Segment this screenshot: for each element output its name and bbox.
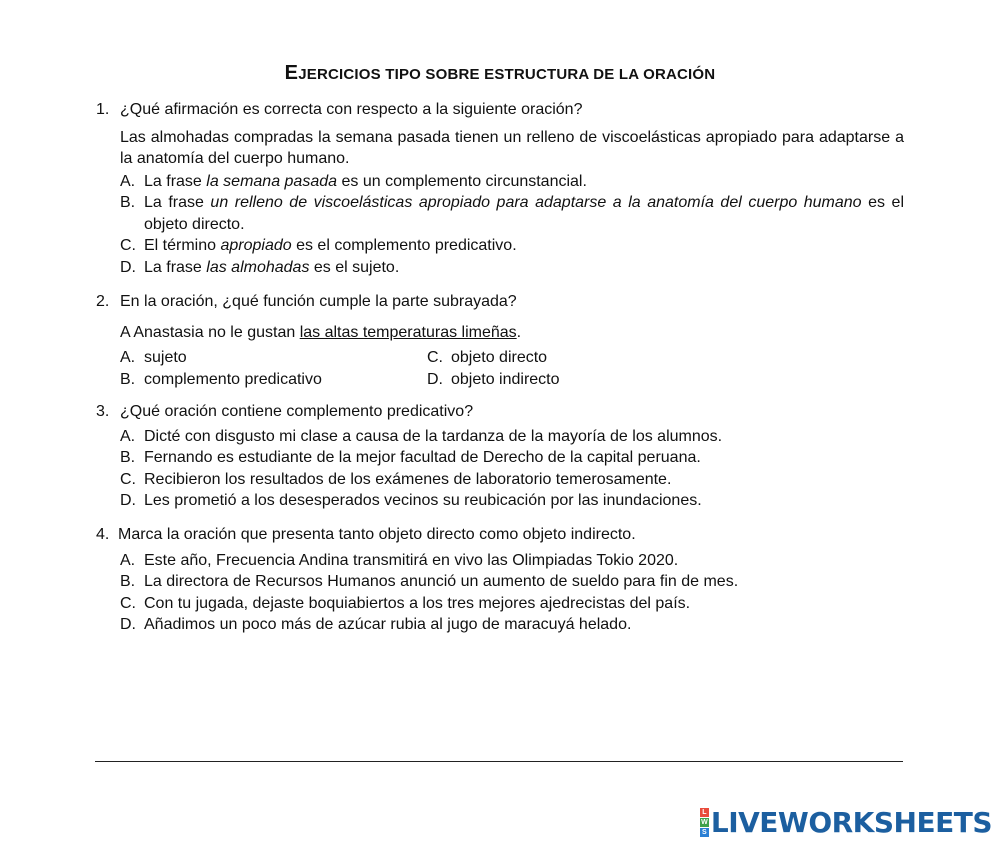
question-4 bbox=[96, 524, 904, 636]
option-letter: C. bbox=[120, 594, 136, 612]
question-3 bbox=[96, 401, 904, 512]
option-letter: C. bbox=[120, 470, 136, 488]
option-text: objeto indirecto bbox=[451, 370, 560, 388]
title-first-word-rest: JERCICIOS bbox=[298, 66, 381, 83]
logo-mark-square: W bbox=[701, 819, 708, 826]
logo-wordmark: LIVEWORKSHEETS bbox=[710, 806, 992, 839]
option-letter: A. bbox=[120, 551, 136, 569]
option-b[interactable] bbox=[120, 571, 904, 593]
option-letter: D. bbox=[120, 492, 136, 509]
logo-mark-square: L bbox=[700, 808, 709, 817]
option-a[interactable] bbox=[120, 171, 904, 193]
option-text: El término bbox=[144, 237, 221, 254]
option-letter: B. bbox=[120, 370, 136, 388]
question-number: 2. bbox=[96, 293, 110, 310]
option-letter: B. bbox=[120, 194, 136, 211]
question-number: 1. bbox=[96, 101, 110, 118]
option-emphasis: un relleno de viscoelásticas apropiado para adaptarse a la anatomía del cuerpo humano bbox=[210, 194, 862, 211]
option-list bbox=[120, 171, 904, 279]
option-b[interactable] bbox=[120, 192, 904, 235]
sentence-text: A Anastasia no le gustan bbox=[120, 323, 300, 341]
option-text: La directora de Recursos Humanos anunció un aumento de sueldo para fin de mes. bbox=[144, 573, 739, 590]
question-stem: ¿Qué oración contiene complemento predicativo? bbox=[120, 403, 474, 420]
underlined-phrase: las altas temperaturas limeñas bbox=[299, 323, 517, 341]
option-text: Este año, Frecuencia Andina transmitirá en vivo las Olimpiadas Tokio 2020. bbox=[144, 551, 679, 569]
option-text: es el complemento predicativo. bbox=[291, 237, 517, 254]
question-stem: Marca la oración que presenta tanto objeto directo como objeto indirecto. bbox=[118, 526, 636, 543]
option-letter: D. bbox=[120, 258, 136, 276]
page-title bbox=[0, 62, 1000, 85]
option-c[interactable] bbox=[120, 593, 904, 615]
question-number: 4. bbox=[96, 526, 110, 543]
example-sentence: Las almohadas compradas la semana pasada tienen un relleno de viscoelásticas apropiado para adaptarse a la anatomía del cuerpo humano. bbox=[120, 128, 904, 167]
option-letter: B. bbox=[120, 573, 136, 590]
option-text: Dicté con disgusto mi clase a causa de la tardanza de la mayoría de los alumnos. bbox=[144, 427, 723, 445]
option-d[interactable] bbox=[427, 369, 904, 391]
option-letter: D. bbox=[120, 616, 136, 633]
question-number: 3. bbox=[96, 403, 110, 420]
option-c[interactable] bbox=[120, 235, 904, 257]
option-list bbox=[120, 550, 904, 636]
option-b[interactable] bbox=[120, 447, 904, 469]
option-letter: D. bbox=[427, 370, 443, 388]
option-text: complemento predicativo bbox=[144, 370, 322, 388]
option-text: Con tu jugada, dejaste boquiabiertos a los tres mejores ajedrecistas del país. bbox=[144, 594, 691, 612]
logo-mark-icon bbox=[700, 808, 709, 837]
option-letter: A. bbox=[120, 172, 136, 190]
liveworksheets-logo[interactable] bbox=[700, 806, 992, 839]
option-a[interactable] bbox=[120, 347, 427, 369]
option-a[interactable] bbox=[120, 426, 904, 448]
option-text: Añadimos un poco más de azúcar rubia al jugo de maracuyá helado. bbox=[144, 616, 632, 633]
option-text: sujeto bbox=[144, 349, 187, 366]
sentence-text: . bbox=[516, 323, 522, 341]
option-text: Fernando es estudiante de la mejor facultad de Derecho de la capital peruana. bbox=[144, 449, 701, 466]
title-rest: TIPO SOBRE ESTRUCTURA DE LA ORACIÓN bbox=[380, 66, 716, 83]
option-emphasis: las almohadas bbox=[206, 258, 310, 276]
option-text: La frase bbox=[144, 194, 211, 211]
option-text: La frase bbox=[144, 258, 207, 276]
option-c[interactable] bbox=[427, 347, 904, 369]
option-text: objeto directo bbox=[451, 349, 548, 366]
option-text: La frase bbox=[144, 172, 207, 190]
title-initial: E bbox=[284, 62, 299, 84]
option-text: es un complemento circunstancial. bbox=[337, 172, 587, 190]
option-grid bbox=[120, 347, 904, 390]
option-emphasis: apropiado bbox=[220, 237, 292, 254]
option-letter: B. bbox=[120, 449, 136, 466]
option-letter: A. bbox=[120, 427, 136, 445]
option-text: Les prometió a los desesperados vecinos su reubicación por las inundaciones. bbox=[144, 492, 702, 509]
option-d[interactable] bbox=[120, 490, 904, 512]
footer-divider bbox=[95, 761, 903, 762]
question-stem: En la oración, ¿qué función cumple la parte subrayada? bbox=[120, 293, 517, 310]
question-2 bbox=[96, 291, 904, 390]
option-text: es el sujeto. bbox=[309, 258, 400, 276]
option-a[interactable] bbox=[120, 550, 904, 572]
option-d[interactable] bbox=[120, 614, 904, 636]
option-emphasis: la semana pasada bbox=[206, 172, 338, 190]
option-c[interactable] bbox=[120, 469, 904, 491]
option-list bbox=[120, 426, 904, 512]
option-b[interactable] bbox=[120, 369, 427, 391]
option-letter: A. bbox=[120, 349, 136, 366]
option-text: Recibieron los resultados de los exámenes de laboratorio temerosamente. bbox=[144, 470, 672, 488]
logo-mark-square: S bbox=[700, 828, 709, 837]
option-letter: C. bbox=[120, 237, 136, 254]
question-stem: ¿Qué afirmación es correcta con respecto a la siguiente oración? bbox=[120, 101, 583, 118]
example-sentence bbox=[120, 322, 904, 344]
option-letter: C. bbox=[427, 349, 443, 366]
option-text: es el objeto directo. bbox=[144, 194, 904, 233]
question-1 bbox=[96, 99, 904, 278]
option-d[interactable] bbox=[120, 257, 904, 279]
